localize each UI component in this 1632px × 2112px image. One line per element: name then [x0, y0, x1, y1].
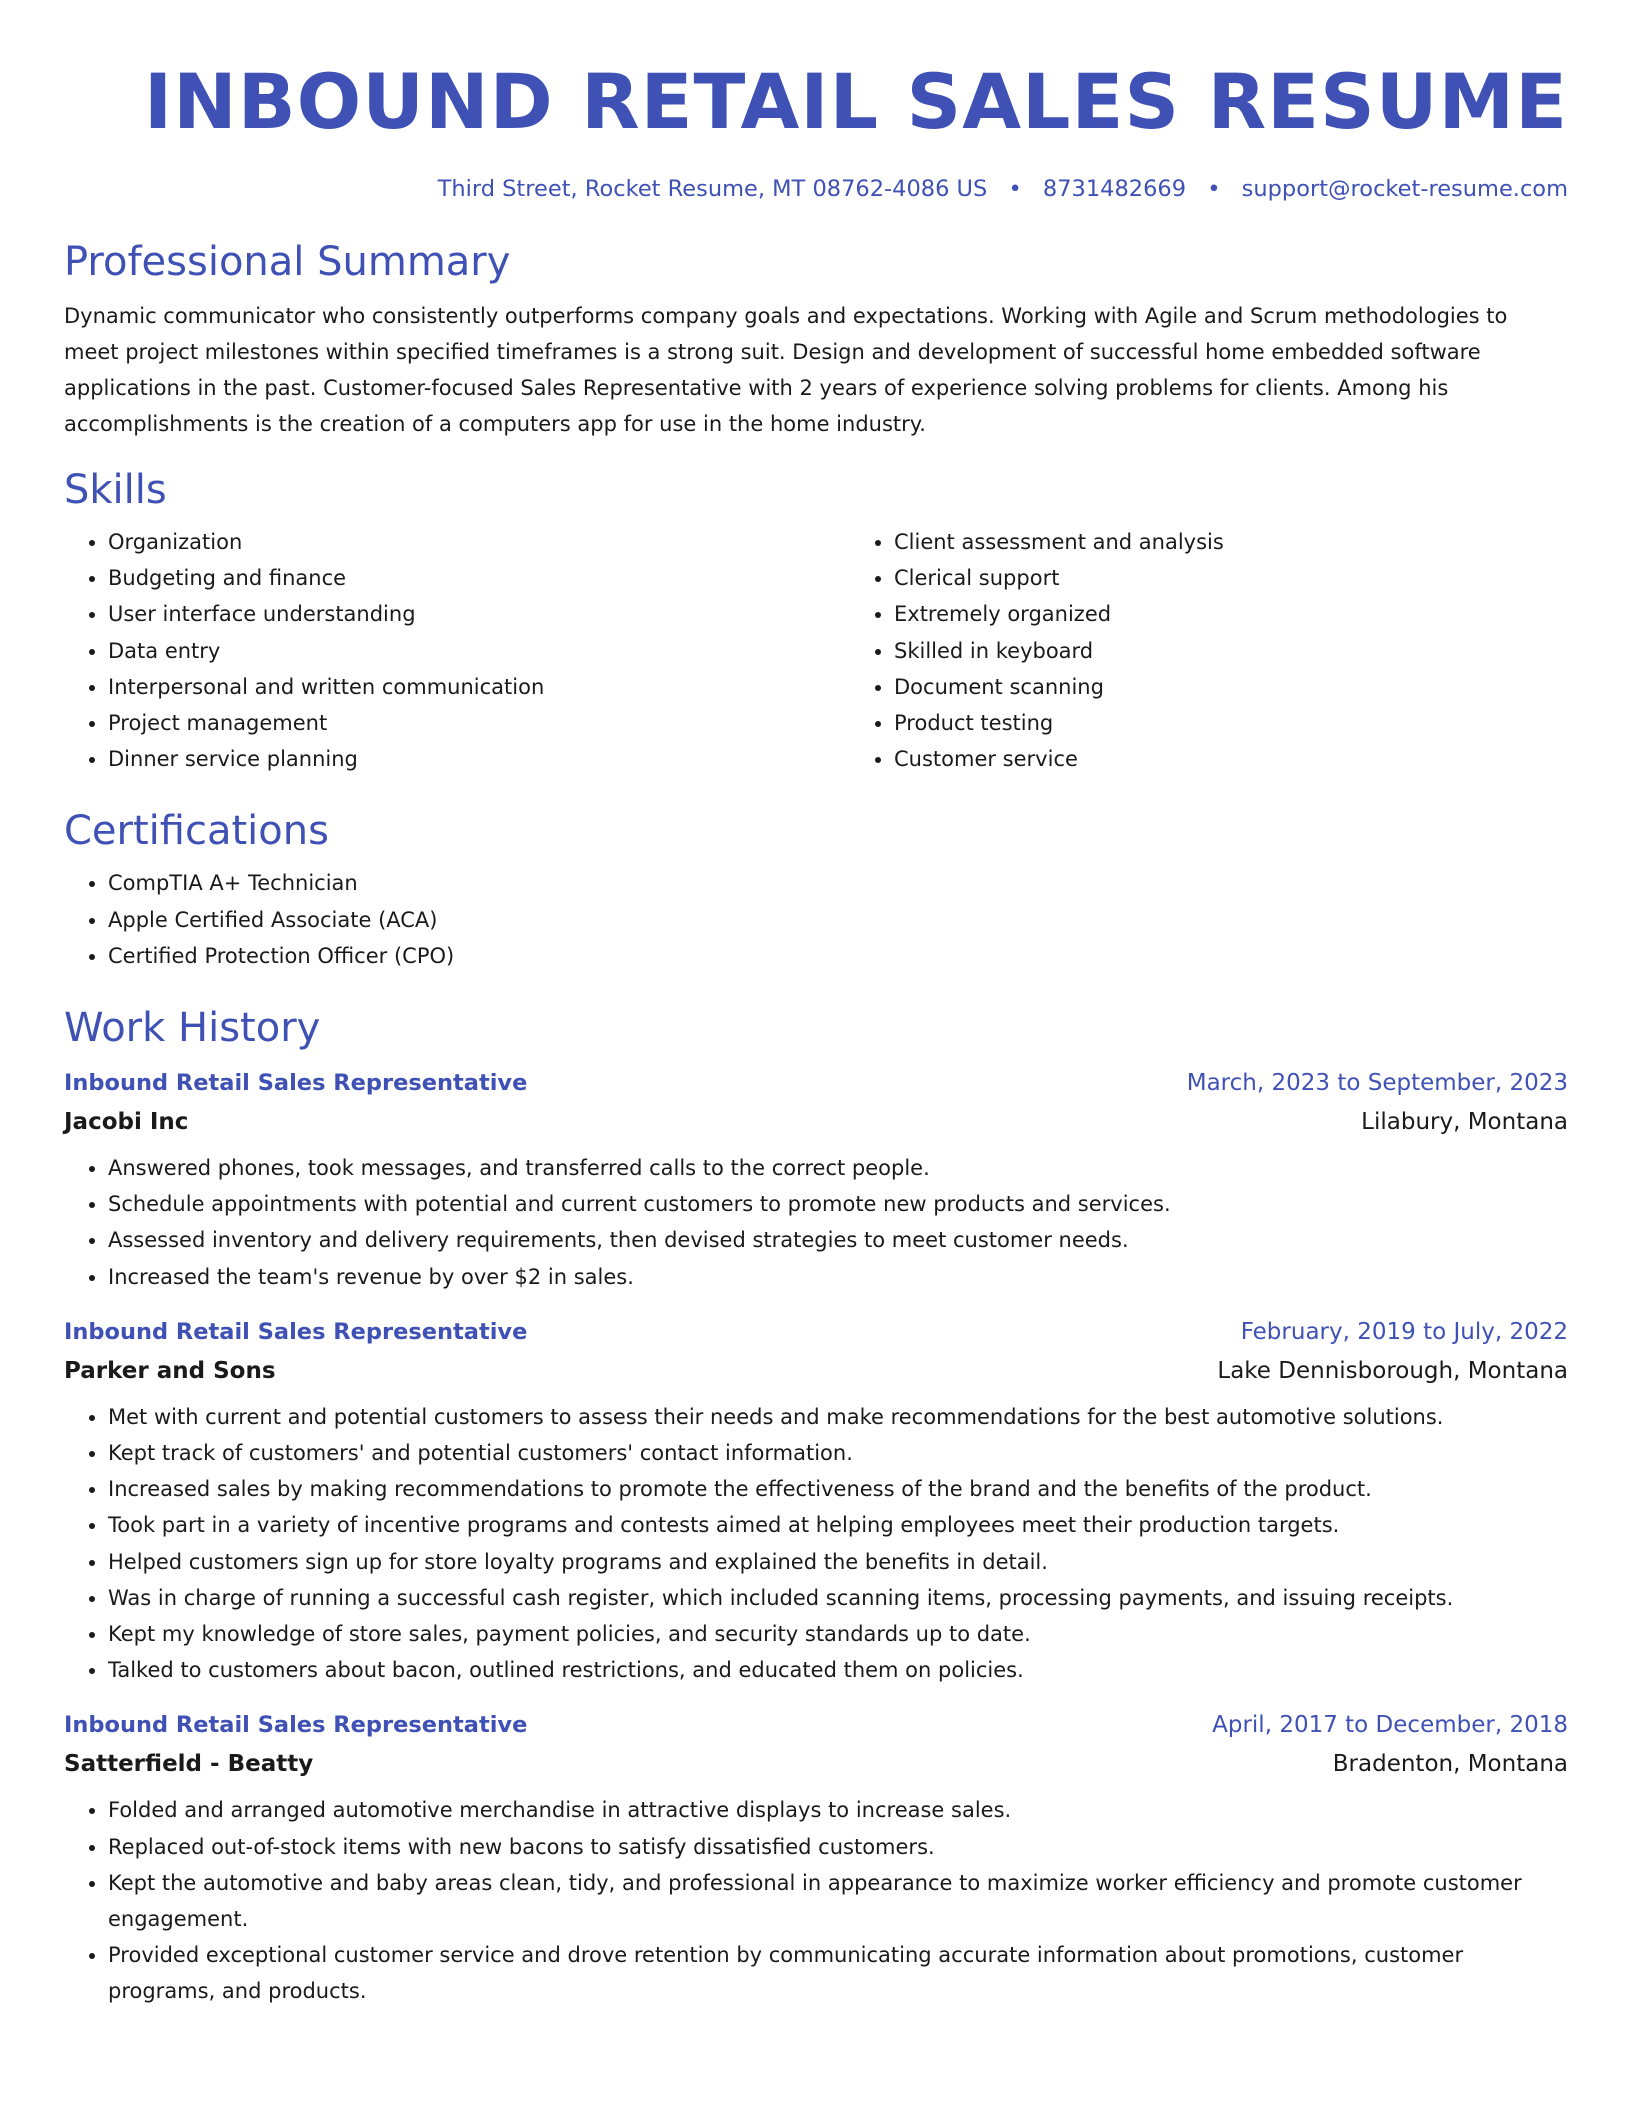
certifications-heading: Certifications: [64, 808, 329, 855]
job-bullet: • Answered phones, took messages, and transferred calls to the correct people.: [108, 1150, 1568, 1186]
job-header: [64, 1706, 1568, 1744]
job-subheader: [64, 1351, 1568, 1391]
contact-address: Third Street, Rocket Resume, MT 08762-4086 US: [437, 176, 988, 202]
skills-columns: [64, 524, 1568, 777]
job-bullet: • Increased sales by making recommendations to promote the effectiveness of the brand and the benefits of the product.: [108, 1471, 1568, 1507]
job-company: Parker and Sons: [64, 1357, 276, 1384]
job-title: Inbound Retail Sales Representative: [64, 1712, 528, 1739]
job-company: Satterfield - Beatty: [64, 1751, 314, 1778]
resume-header: [64, 0, 1568, 204]
job-company: Jacobi Inc: [64, 1109, 189, 1136]
certification-item: • Apple Certified Associate (ACA): [108, 902, 1568, 938]
job-bullet: • Was in charge of running a successful cash register, which included scanning items, processing payments, and issuing receipts.: [108, 1580, 1568, 1616]
skill-item: • Interpersonal and written communication: [108, 669, 850, 705]
job-bullet: • Helped customers sign up for store loyalty programs and explained the benefits in detail.: [108, 1544, 1568, 1580]
skill-item: • Extremely organized: [894, 596, 1224, 632]
job-title: Inbound Retail Sales Representative: [64, 1318, 528, 1345]
job-entry: [64, 1064, 1568, 1295]
job-bullet: • Folded and arranged automotive merchandise in attractive displays to increase sales.: [108, 1792, 1568, 1828]
contact-separator: •: [1008, 176, 1022, 202]
job-location: Bradenton, Montana: [1332, 1751, 1568, 1778]
job-bullet: • Schedule appointments with potential and current customers to promote new products and services.: [108, 1186, 1568, 1222]
skills-list-left: [64, 524, 850, 777]
contact-phone: 8731482669: [1042, 176, 1187, 202]
skill-item: • Product testing: [894, 705, 1224, 741]
job-bullets: [64, 1150, 1568, 1295]
job-bullet: • Increased the team's revenue by over $2 in sales.: [108, 1259, 1568, 1295]
certification-item: • CompTIA A+ Technician: [108, 865, 1568, 901]
job-bullet: • Kept track of customers' and potential customers' contact information.: [108, 1435, 1568, 1471]
job-location: Lilabury, Montana: [1361, 1109, 1568, 1136]
contact-email: support@rocket-resume.com: [1241, 176, 1568, 202]
job-entry: [64, 1313, 1568, 1689]
skill-item: • Project management: [108, 705, 850, 741]
job-bullet: • Met with current and potential customers to assess their needs and make recommendations for the best automotive solutions.: [108, 1399, 1568, 1435]
skills-heading: Skills: [64, 467, 167, 513]
job-bullet: • Talked to customers about bacon, outlined restrictions, and educated them on policies.: [108, 1652, 1568, 1688]
job-subheader: [64, 1744, 1568, 1784]
job-header: [64, 1313, 1568, 1351]
skill-item: • Data entry: [108, 633, 850, 669]
skill-item: • Budgeting and finance: [108, 560, 850, 596]
skill-item: • User interface understanding: [108, 596, 850, 632]
skills-section: [64, 464, 1568, 777]
skill-item: • Skilled in keyboard: [894, 633, 1224, 669]
certifications-section: [64, 805, 1568, 974]
job-bullet: • Kept the automotive and baby areas clean, tidy, and professional in appearance to maximize worker efficiency and promote customer engagement.: [108, 1865, 1568, 1937]
summary-section: [64, 236, 1568, 442]
job-bullet: • Assessed inventory and delivery requirements, then devised strategies to meet customer needs.: [108, 1222, 1568, 1258]
job-location: Lake Dennisborough, Montana: [1217, 1357, 1568, 1384]
job-bullet: • Took part in a variety of incentive programs and contests aimed at helping employees meet their production targets.: [108, 1507, 1568, 1543]
job-dates: April, 2017 to December, 2018: [1212, 1712, 1568, 1739]
work-history-section: [64, 1002, 1568, 2010]
skill-item: • Customer service: [894, 741, 1224, 777]
job-bullet: • Provided exceptional customer service and drove retention by communicating accurate information about promotions, customer programs, and products.: [108, 1937, 1568, 2009]
work-history-heading: Work History: [64, 1005, 321, 1052]
summary-heading: Professional Summary: [64, 239, 511, 285]
job-bullets: [64, 1399, 1568, 1689]
job-subheader: [64, 1102, 1568, 1142]
job-bullets: [64, 1792, 1568, 2009]
job-dates: March, 2023 to September, 2023: [1186, 1070, 1568, 1097]
skills-list-right: [850, 524, 1224, 777]
skill-item: • Dinner service planning: [108, 741, 850, 777]
job-bullet: • Kept my knowledge of store sales, payment policies, and security standards up to date.: [108, 1616, 1568, 1652]
resume-title: INBOUND RETAIL SALES RESUME: [143, 57, 1568, 146]
summary-text: Dynamic communicator who consistently outperforms company goals and expectations. Working with Agile and Scrum methodologies to meet project milestones within specified timeframes is a strong suit. Design and development of successful home embedded software applications in the past. Customer-focused Sales Representative with 2 years of experience solving problems for clients. Among his accomplishments is the creation of a computers app for use in the home industry.: [64, 304, 1508, 436]
job-bullet: • Replaced out-of-stock items with new bacons to satisfy dissatisfied customers.: [108, 1829, 1568, 1865]
contact-line: [64, 174, 1568, 204]
skill-item: • Organization: [108, 524, 850, 560]
contact-separator: •: [1207, 176, 1221, 202]
certifications-list: [64, 865, 1568, 974]
skill-item: • Clerical support: [894, 560, 1224, 596]
job-title: Inbound Retail Sales Representative: [64, 1070, 528, 1097]
job-header: [64, 1064, 1568, 1102]
certification-item: • Certified Protection Officer (CPO): [108, 938, 1568, 974]
skill-item: • Document scanning: [894, 669, 1224, 705]
job-dates: February, 2019 to July, 2022: [1240, 1318, 1568, 1345]
job-entry: [64, 1706, 1568, 2009]
skill-item: • Client assessment and analysis: [894, 524, 1224, 560]
